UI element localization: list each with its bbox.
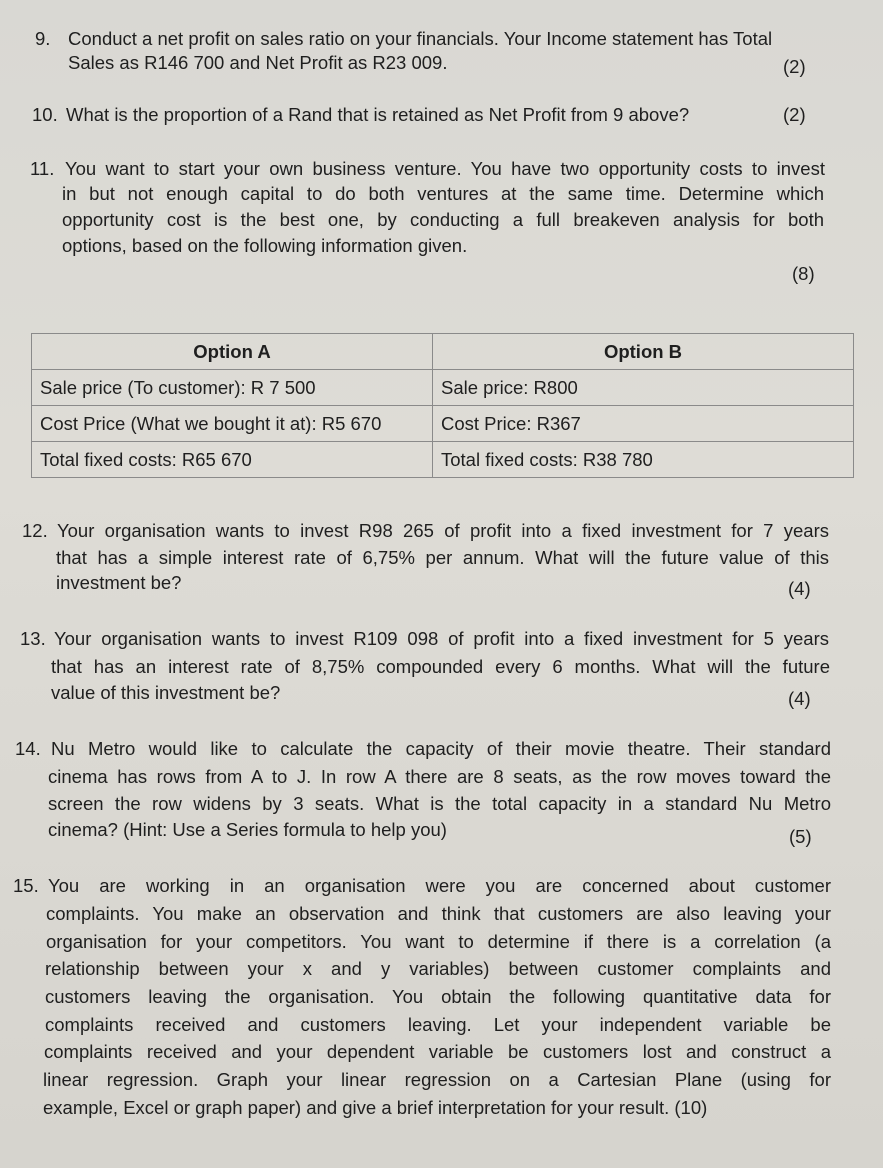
question-number: 10. (32, 104, 58, 125)
column-header-option-b: Option B (433, 334, 854, 370)
question-number: 15. (13, 875, 39, 896)
question-text-line: screen the row widens by 3 seats. What is the total capacity in a standard Nu Metro (48, 793, 831, 814)
table-row (32, 406, 854, 442)
question-marks: (5) (789, 826, 812, 847)
table-cell: Total fixed costs: R38 780 (433, 442, 854, 478)
question-text-line: cinema has rows from A to J. In row A there are 8 seats, as the row moves toward the (48, 766, 831, 787)
question-text-line: Sales as R146 700 and Net Profit as R23 009. (68, 52, 448, 73)
question-text-line: in but not enough capital to do both ventures at the same time. Determine which (62, 183, 824, 204)
question-text-line: investment be? (56, 572, 182, 593)
question-text-line: relationship between your x and y variables) between customer complaints and (45, 958, 831, 979)
table-cell: Sale price: R800 (433, 370, 854, 406)
question-number: 14. (15, 738, 41, 759)
options-table (31, 333, 854, 478)
table-cell: Cost Price: R367 (433, 406, 854, 442)
question-text-line: options, based on the following information given. (62, 235, 468, 256)
question-text-line: You are working in an organisation were you are concerned about customer (48, 875, 831, 896)
question-text-line: organisation for your competitors. You want to determine if there is a correlation (a (46, 931, 831, 952)
question-marks: (4) (788, 578, 811, 599)
question-text-line: complaints received and your dependent variable be customers lost and construct a (44, 1041, 831, 1062)
question-number: 11. (30, 158, 55, 179)
table-row (32, 370, 854, 406)
question-text-line: What is the proportion of a Rand that is retained as Net Profit from 9 above? (66, 104, 690, 125)
question-text-line: customers leaving the organisation. You obtain the following quantitative data for (45, 986, 831, 1007)
table-cell: Cost Price (What we bought it at): R5 670 (32, 406, 433, 442)
question-text-line: complaints. You make an observation and think that customers are also leaving your (46, 903, 831, 924)
question-text-line: value of this investment be? (51, 682, 281, 703)
table-cell: Total fixed costs: R65 670 (32, 442, 433, 478)
question-marks: (2) (783, 56, 806, 77)
question-number: 9. (35, 28, 51, 49)
question-text-line: You want to start your own business venture. You have two opportunity costs to invest (65, 158, 825, 179)
question-text-line: Your organisation wants to invest R98 265 of profit into a fixed investment for 7 years (57, 520, 829, 541)
question-number: 13. (20, 628, 46, 649)
question-text-line: opportunity cost is the best one, by conducting a full breakeven analysis for both (62, 209, 824, 230)
question-text-line: cinema? (Hint: Use a Series formula to help you) (48, 819, 447, 840)
question-number: 12. (22, 520, 48, 541)
table-row (32, 442, 854, 478)
question-marks: (4) (788, 688, 811, 709)
question-marks: (2) (783, 104, 806, 125)
table-header-row (32, 334, 854, 370)
question-text-line: Your organisation wants to invest R109 098 of profit into a fixed investment for 5 years (54, 628, 829, 649)
question-text-line: Nu Metro would like to calculate the capacity of their movie theatre. Their standard (51, 738, 831, 759)
question-text-line: example, Excel or graph paper) and give a brief interpretation for your result. (10) (43, 1097, 708, 1118)
question-marks: (8) (792, 263, 815, 284)
column-header-option-a: Option A (32, 334, 433, 370)
question-text-line: that has an interest rate of 8,75% compounded every 6 months. What will the future (51, 656, 830, 677)
question-text-line: that has a simple interest rate of 6,75% per annum. What will the future value of this (56, 547, 829, 568)
question-text-line: linear regression. Graph your linear regression on a Cartesian Plane (using for (43, 1069, 831, 1090)
question-text-line: complaints received and customers leaving. Let your independent variable be (45, 1014, 831, 1035)
table-cell: Sale price (To customer): R 7 500 (32, 370, 433, 406)
question-text-line: Conduct a net profit on sales ratio on your financials. Your Income statement has Total (68, 28, 773, 49)
